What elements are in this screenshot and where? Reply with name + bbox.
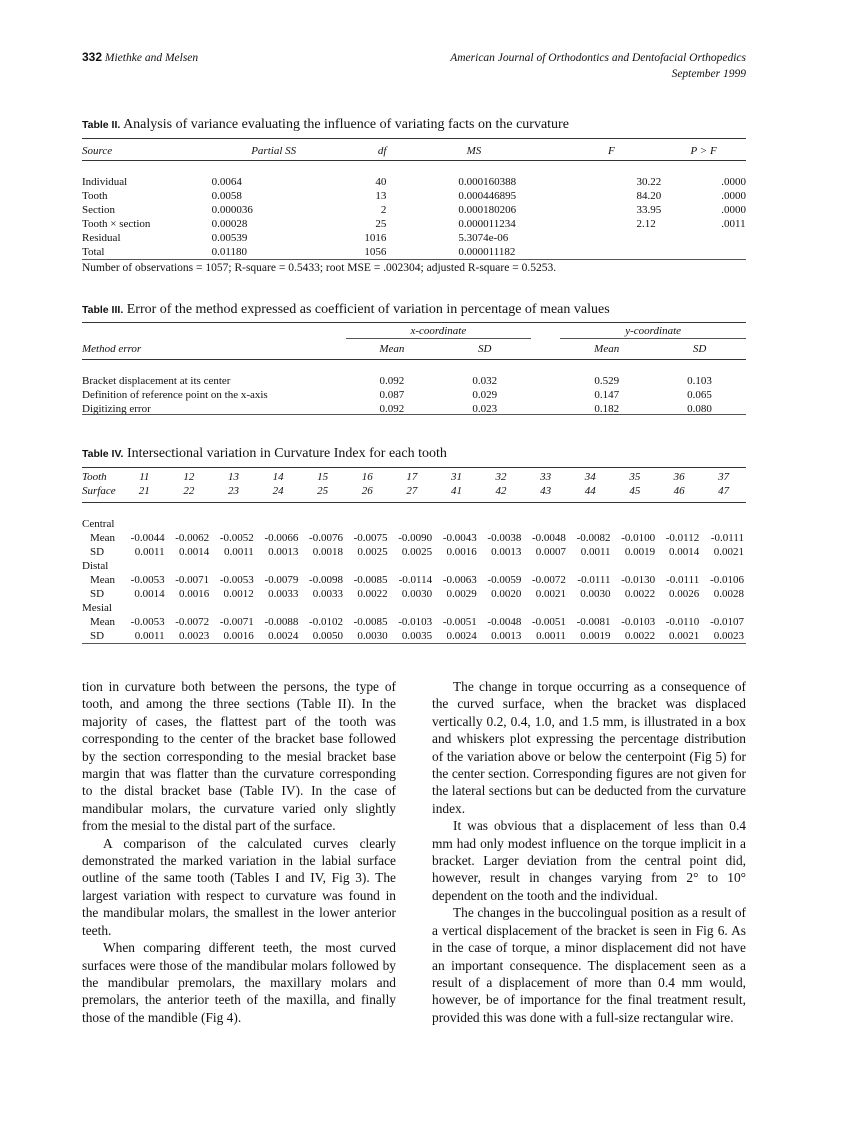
table-cell: -0.0051 xyxy=(532,616,566,628)
table-cell: -0.0038 xyxy=(487,532,522,544)
table-cell: 0.092 xyxy=(379,402,405,415)
table-cell: -0.0043 xyxy=(442,532,477,544)
row-label: SD xyxy=(90,588,105,600)
table-row xyxy=(82,587,746,601)
table-cell: 84.20 xyxy=(636,190,662,202)
surface-number: 47 xyxy=(718,485,730,497)
table2-note: Number of observations = 1057; R-square = 0.5433; root MSE = .002304; adjusted R-square = 0.5253. xyxy=(82,262,557,274)
table-cell: 0.032 xyxy=(472,374,498,387)
tooth-number: 17 xyxy=(406,471,418,483)
table-cell: -0.0079 xyxy=(264,574,299,586)
journal-name: American Journal of Orthodontics and Dentofacial Orthopedics xyxy=(450,52,746,64)
table-title: Analysis of variance evaluating the influence of variating facts on the curvature xyxy=(123,117,569,132)
tooth-number: 33 xyxy=(540,471,552,483)
table-cell: 25 xyxy=(375,218,387,230)
body-column-left xyxy=(82,678,396,1026)
paragraph: It was obvious that a displacement of less than 0.4 mm had only modest influence on the torque implicit in a bracket. Larger deviation from the central point did, however, result in changes varying from 2° to 10° dependent on the tooth and the individual. xyxy=(432,818,746,903)
table-cell: 0.023 xyxy=(472,402,498,415)
table4-caption xyxy=(82,446,447,462)
table-cell: 30.22 xyxy=(636,176,662,188)
table-row xyxy=(82,203,746,217)
tooth-number: 32 xyxy=(495,471,507,483)
table-cell: 0.0021 xyxy=(713,546,744,558)
table-title: Error of the method expressed as coefficient of variation in percentage of mean values xyxy=(126,302,610,317)
surface-number: 21 xyxy=(138,485,150,497)
tooth-number: 11 xyxy=(139,471,150,483)
table-cell: Tooth × section xyxy=(82,218,151,230)
table-cell: .0011 xyxy=(721,218,746,230)
table-cell xyxy=(661,245,746,259)
table-cell: 0.000446895 xyxy=(458,190,517,202)
table-cell: -0.0107 xyxy=(710,616,744,628)
table-cell: 0.0013 xyxy=(491,546,522,558)
table-cell: -0.0076 xyxy=(309,532,343,544)
issue-date: September 1999 xyxy=(671,68,746,80)
table-cell: -0.0111 xyxy=(666,574,700,586)
table-cell: 0.0024 xyxy=(268,630,299,642)
table-cell: -0.0102 xyxy=(309,616,343,628)
table-cell xyxy=(661,231,746,245)
body-column-right xyxy=(432,678,746,1026)
column-header: P > F xyxy=(690,145,717,157)
table3-caption xyxy=(82,302,610,318)
table-cell: -0.0066 xyxy=(264,532,299,544)
surface-number: 25 xyxy=(317,485,329,497)
table-cell: -0.0103 xyxy=(398,616,433,628)
table-cell: 33.95 xyxy=(636,204,662,216)
rule xyxy=(82,414,746,415)
tooth-number: 34 xyxy=(584,471,596,483)
table-cell: 0.0024 xyxy=(446,630,477,642)
table-cell: 0.01180 xyxy=(211,246,247,258)
column-header: MS xyxy=(466,145,482,157)
table-cell: 0.0029 xyxy=(446,588,477,600)
table-cell: 0.0014 xyxy=(668,546,700,558)
table-cell: 0.0016 xyxy=(223,630,254,642)
section-label: Mesial xyxy=(82,602,112,614)
table-cell: -0.0098 xyxy=(309,574,343,586)
table-cell: 0.0030 xyxy=(580,588,611,600)
section-label: Distal xyxy=(82,560,109,572)
table-cell: Section xyxy=(82,204,115,216)
table-cell: 0.0016 xyxy=(178,588,210,600)
table-cell: 0.0033 xyxy=(268,588,299,600)
table-cell: 0.065 xyxy=(687,388,712,401)
surface-number: 45 xyxy=(629,485,641,497)
table-cell: 0.000036 xyxy=(211,204,253,216)
table-cell: -0.0088 xyxy=(264,616,299,628)
table-cell: 0.0014 xyxy=(178,546,210,558)
table-cell: 0.0023 xyxy=(713,630,744,642)
table-cell: Bracket displacement at its center xyxy=(82,374,231,387)
table-cell: -0.0100 xyxy=(621,532,656,544)
surface-number: 22 xyxy=(183,485,195,497)
table-label: Table II. xyxy=(82,119,121,131)
table-cell: 0.0013 xyxy=(491,630,522,642)
table3 xyxy=(82,324,746,416)
table-cell: -0.0085 xyxy=(353,574,388,586)
table-title: Intersectional variation in Curvature Index for each tooth xyxy=(126,446,447,461)
table-cell: 0.0030 xyxy=(357,630,388,642)
table-cell: 40 xyxy=(375,176,387,188)
table-cell: -0.0063 xyxy=(442,574,477,586)
table-cell: 0.092 xyxy=(379,374,405,387)
table-cell: 0.0018 xyxy=(312,546,343,558)
table-cell: 1056 xyxy=(364,246,387,258)
table-label: Table IV. xyxy=(82,448,124,460)
table-cell: 0.0035 xyxy=(401,630,433,642)
table-cell: 0.087 xyxy=(379,388,405,401)
row-label: Mean xyxy=(90,574,116,586)
column-header: SD xyxy=(692,342,707,355)
running-header-right xyxy=(450,50,746,82)
table4 xyxy=(82,470,746,643)
table-cell: .0000 xyxy=(721,190,746,202)
table-cell: -0.0075 xyxy=(353,532,388,544)
surface-number: 42 xyxy=(495,485,507,497)
table-cell: 0.0022 xyxy=(624,588,656,600)
table-row xyxy=(82,189,746,203)
table-row xyxy=(82,374,746,388)
table-cell: -0.0112 xyxy=(665,532,700,544)
column-header: Surface xyxy=(82,485,116,497)
table-row xyxy=(82,388,746,402)
table-cell: 0.0025 xyxy=(401,546,433,558)
table-cell: 0.103 xyxy=(687,374,712,387)
table-cell: 0.0023 xyxy=(178,630,210,642)
table-cell: 0.182 xyxy=(594,402,620,415)
table-cell: .0000 xyxy=(721,176,746,188)
row-label: SD xyxy=(90,630,105,642)
tooth-number: 36 xyxy=(673,471,685,483)
tooth-number: 37 xyxy=(718,471,730,483)
table-cell: -0.0062 xyxy=(175,532,210,544)
table-cell: 0.00028 xyxy=(211,218,248,230)
table-cell: Residual xyxy=(82,232,121,244)
table-cell: 0.0011 xyxy=(134,630,165,642)
table-cell: -0.0053 xyxy=(219,574,254,586)
table-cell: 0.000160388 xyxy=(458,176,517,188)
table-cell: -0.0130 xyxy=(621,574,656,586)
table-cell: -0.0051 xyxy=(442,616,477,628)
column-header: Mean xyxy=(594,342,620,355)
table-cell: 0.000011182 xyxy=(458,246,516,258)
table-cell: 0.000011234 xyxy=(458,218,516,230)
table-cell: 0.00539 xyxy=(211,232,248,244)
column-header: Method error xyxy=(82,342,142,355)
table-cell: -0.0106 xyxy=(710,574,744,586)
table-cell: 0.0030 xyxy=(401,588,433,600)
column-header: df xyxy=(377,145,387,157)
section-label: Central xyxy=(82,518,115,530)
table-cell: Total xyxy=(82,246,105,258)
table-cell: 0.0025 xyxy=(357,546,388,558)
column-header: Mean xyxy=(379,342,405,355)
table-cell: 0.0022 xyxy=(624,630,656,642)
table-cell: 0.080 xyxy=(687,402,712,415)
authors: Miethke and Melsen xyxy=(104,52,199,64)
table-cell: -0.0114 xyxy=(398,574,433,586)
table-row xyxy=(82,629,746,643)
tooth-number: 13 xyxy=(227,471,239,483)
table2 xyxy=(82,142,746,259)
column-header: SD xyxy=(478,342,492,355)
table-cell: 5.3074e-06 xyxy=(458,232,509,244)
table-cell: Individual xyxy=(82,176,128,188)
table-cell: 1016 xyxy=(364,232,387,244)
surface-number: 27 xyxy=(406,485,418,497)
table-cell: 0.0014 xyxy=(134,588,165,600)
table-cell: -0.0103 xyxy=(621,616,656,628)
table-cell: 0.0021 xyxy=(535,588,566,600)
column-header: F xyxy=(607,145,615,157)
table-cell: -0.0071 xyxy=(219,616,254,628)
column-header: Partial SS xyxy=(251,145,297,157)
table-cell: -0.0052 xyxy=(219,532,254,544)
table-cell: 0.0013 xyxy=(268,546,299,558)
group-header: y-coordinate xyxy=(560,324,746,339)
table-cell: 0.029 xyxy=(472,388,498,401)
running-header-left xyxy=(82,50,198,64)
table-cell: 0.0064 xyxy=(211,176,242,188)
row-label: Mean xyxy=(90,616,116,628)
table-cell: 0.0058 xyxy=(211,190,242,202)
rule xyxy=(82,467,746,468)
table-cell xyxy=(561,245,661,259)
table-cell: 0.0021 xyxy=(668,630,700,642)
group-header: x-coordinate xyxy=(346,324,532,339)
surface-number: 23 xyxy=(227,485,239,497)
table-cell: -0.0110 xyxy=(665,616,700,628)
table-label: Table III. xyxy=(82,304,124,316)
surface-number: 24 xyxy=(272,485,284,497)
table-cell: 0.0011 xyxy=(134,546,165,558)
rule xyxy=(82,643,746,644)
rule xyxy=(82,322,746,323)
paragraph: When comparing different teeth, the most curved surfaces were those of the mandibular molars followed by the mandibular premolars, the maxillary molars and premolars, the anterior teeth of the maxilla, and finally those of the mandible (Fig 4). xyxy=(82,940,396,1025)
table-cell: -0.0090 xyxy=(398,532,433,544)
table-row xyxy=(82,615,746,629)
paragraph: tion in curvature both between the persons, the type of tooth, and among the three sections (Table II). In the majority of cases, the flattest part of the tooth was corresponding to the center of the bracket base followed by the section corresponding to the mesial bracket base margin that was flatter than the curvature corresponding to the distal bracket base (Table IV). In the case of mandibular molars, the curvature varied only slightly from the mesial to the distal part of the surface. xyxy=(82,679,396,834)
table-cell: 0.0016 xyxy=(446,546,477,558)
table-row xyxy=(82,175,746,189)
table-row xyxy=(82,531,746,545)
table-cell: 0.529 xyxy=(594,374,620,387)
table-cell: 0.147 xyxy=(594,388,620,401)
table-cell: 0.0019 xyxy=(624,546,656,558)
surface-number: 46 xyxy=(673,485,685,497)
table-cell: 0.0050 xyxy=(312,630,343,642)
table-cell: 0.0012 xyxy=(223,588,254,600)
paragraph: The change in torque occurring as a consequence of the curved surface, when the bracket was displaced vertically 0.2, 0.4, 1.0, and 1.5 mm, is illustrated in a box and whiskers plot expressing the percentage distribution of the variation above or below the centerpoint (Fig 5) for the center section. Corresponding figures are not given for the lateral sections but can be deducted from the curvature index. xyxy=(432,679,746,816)
table-row xyxy=(82,573,746,587)
table-cell: .0000 xyxy=(721,204,746,216)
surface-number: 44 xyxy=(584,485,596,497)
surface-number: 26 xyxy=(361,485,373,497)
table-cell: 2 xyxy=(380,204,387,216)
tooth-number: 15 xyxy=(317,471,329,483)
table2-caption xyxy=(82,117,569,133)
table-cell: -0.0072 xyxy=(532,574,566,586)
table-cell: 0.0022 xyxy=(357,588,388,600)
table-cell: -0.0072 xyxy=(175,616,210,628)
table-cell: -0.0053 xyxy=(130,616,165,628)
table-cell: 0.0033 xyxy=(312,588,343,600)
table-cell: -0.0082 xyxy=(576,532,611,544)
table-cell: Definition of reference point on the x-axis xyxy=(82,388,268,401)
table-cell: 0.000180206 xyxy=(458,204,517,216)
table-header-row xyxy=(82,142,746,161)
table-cell: 0.0020 xyxy=(491,588,522,600)
table-cell xyxy=(561,231,661,245)
rule xyxy=(82,259,746,260)
table-cell: -0.0111 xyxy=(577,574,611,586)
table-row xyxy=(82,545,746,559)
page-number: 332 xyxy=(82,50,103,64)
table-cell: -0.0081 xyxy=(576,616,611,628)
table-cell: 0.0011 xyxy=(223,546,254,558)
surface-number: 43 xyxy=(540,485,552,497)
tooth-number: 31 xyxy=(450,471,462,483)
table-cell: Digitizing error xyxy=(82,402,151,415)
table-cell: 0.0026 xyxy=(668,588,700,600)
surface-number: 41 xyxy=(450,485,462,497)
paragraph: The changes in the buccolingual position as a result of a vertical displacement of the bracket is seen in Fig 6. As in the case of torque, a minor displacement did not have an important consequence. The displacement seen as a result of a displacement of more than 0.4 mm would, however, be of importance for the final treatment result, provided this was done with a full-size rectangular wire. xyxy=(432,905,746,1025)
table-cell: 0.0028 xyxy=(713,588,744,600)
table-cell: -0.0059 xyxy=(487,574,522,586)
table-cell: 0.0019 xyxy=(580,630,611,642)
rule xyxy=(82,138,746,139)
table-cell: -0.0048 xyxy=(487,616,522,628)
tooth-number: 12 xyxy=(183,471,195,483)
table-cell: -0.0085 xyxy=(353,616,388,628)
table-row xyxy=(82,231,746,245)
table-cell: 2.12 xyxy=(636,218,656,230)
table-cell: 0.0007 xyxy=(535,546,566,558)
table-row xyxy=(82,217,746,231)
paragraph: A comparison of the calculated curves clearly demonstrated the marked variation in the labial surface outline of the same tooth (Tables I and IV, Fig 3). The largest variation with respect to curvature was found in the mandibular molars, the smallest in the lower anterior teeth. xyxy=(82,835,396,938)
table-cell: -0.0053 xyxy=(130,574,165,586)
table-cell: 0.0011 xyxy=(536,630,566,642)
table-cell: -0.0111 xyxy=(710,532,744,544)
table-cell: -0.0071 xyxy=(175,574,210,586)
tooth-number: 35 xyxy=(629,471,641,483)
row-label: SD xyxy=(90,546,105,558)
tooth-number: 14 xyxy=(272,471,284,483)
table-cell: 13 xyxy=(375,190,387,202)
column-header: Tooth xyxy=(82,471,107,483)
table-cell: 0.0011 xyxy=(580,546,611,558)
table-cell: -0.0048 xyxy=(532,532,566,544)
table-row xyxy=(82,245,746,259)
table-cell: Tooth xyxy=(82,190,108,202)
column-header: Source xyxy=(82,145,113,157)
tooth-number: 16 xyxy=(361,471,373,483)
row-label: Mean xyxy=(90,532,116,544)
table-cell: -0.0044 xyxy=(130,532,165,544)
